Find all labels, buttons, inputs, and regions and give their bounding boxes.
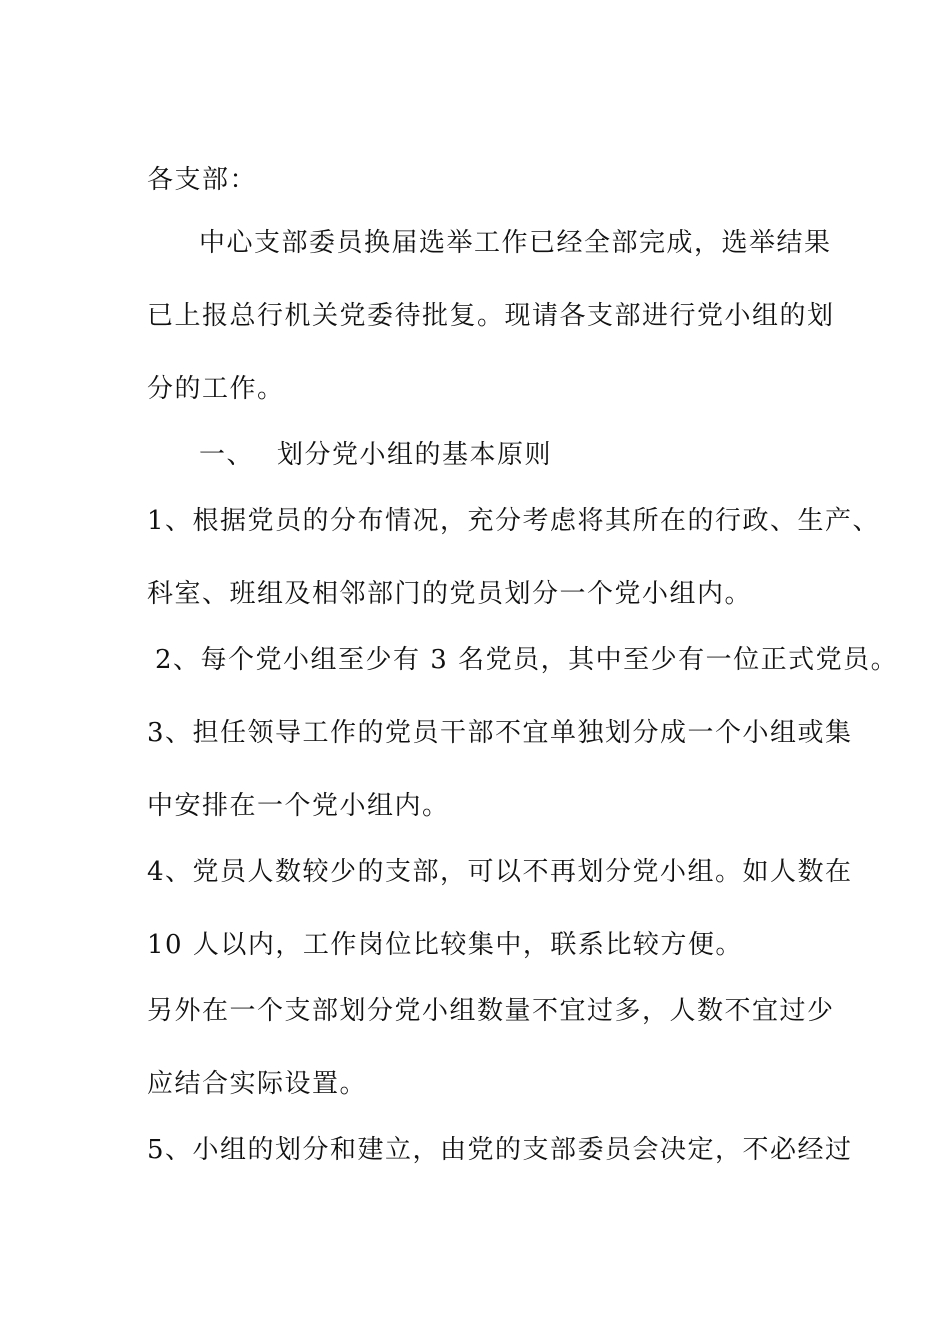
principle-line-4: 3、担任领导工作的党员干部不宜单独划分成一个小组或集 <box>147 718 853 748</box>
salutation: 各支部： <box>147 165 258 195</box>
principle-line-7: 10 人以内，工作岗位比较集中，联系比较方便。 <box>147 930 743 960</box>
principle-line-5: 中安排在一个党小组内。 <box>147 791 450 821</box>
principle-line-6: 4、党员人数较少的支部，可以不再划分党小组。如人数在 <box>147 857 853 887</box>
section-heading-number: 一、 <box>199 440 255 470</box>
intro-line-2: 已上报总行机关党委待批复。现请各支部进行党小组的划 <box>147 301 835 331</box>
principle-line-2: 科室、班组及相邻部门的党员划分一个党小组内。 <box>147 579 753 609</box>
principle-line-8: 另外在一个支部划分党小组数量不宜过多，人数不宜过少 <box>147 996 835 1026</box>
intro-line-3: 分的工作。 <box>147 374 285 404</box>
section-heading <box>199 439 552 471</box>
principle-line-3: 2、每个党小组至少有 3 名党员，其中至少有一位正式党员。 <box>155 645 899 675</box>
principle-line-9: 应结合实际设置。 <box>147 1069 368 1099</box>
section-heading-title: 划分党小组的基本原则 <box>277 440 553 470</box>
intro-line-1: 中心支部委员换届选举工作已经全部完成，选举结果 <box>199 228 832 258</box>
principle-line-1: 1、根据党员的分布情况，充分考虑将其所在的行政、生产、 <box>147 506 881 536</box>
principle-line-10: 5、小组的划分和建立，由党的支部委员会决定，不必经过 <box>147 1135 853 1165</box>
